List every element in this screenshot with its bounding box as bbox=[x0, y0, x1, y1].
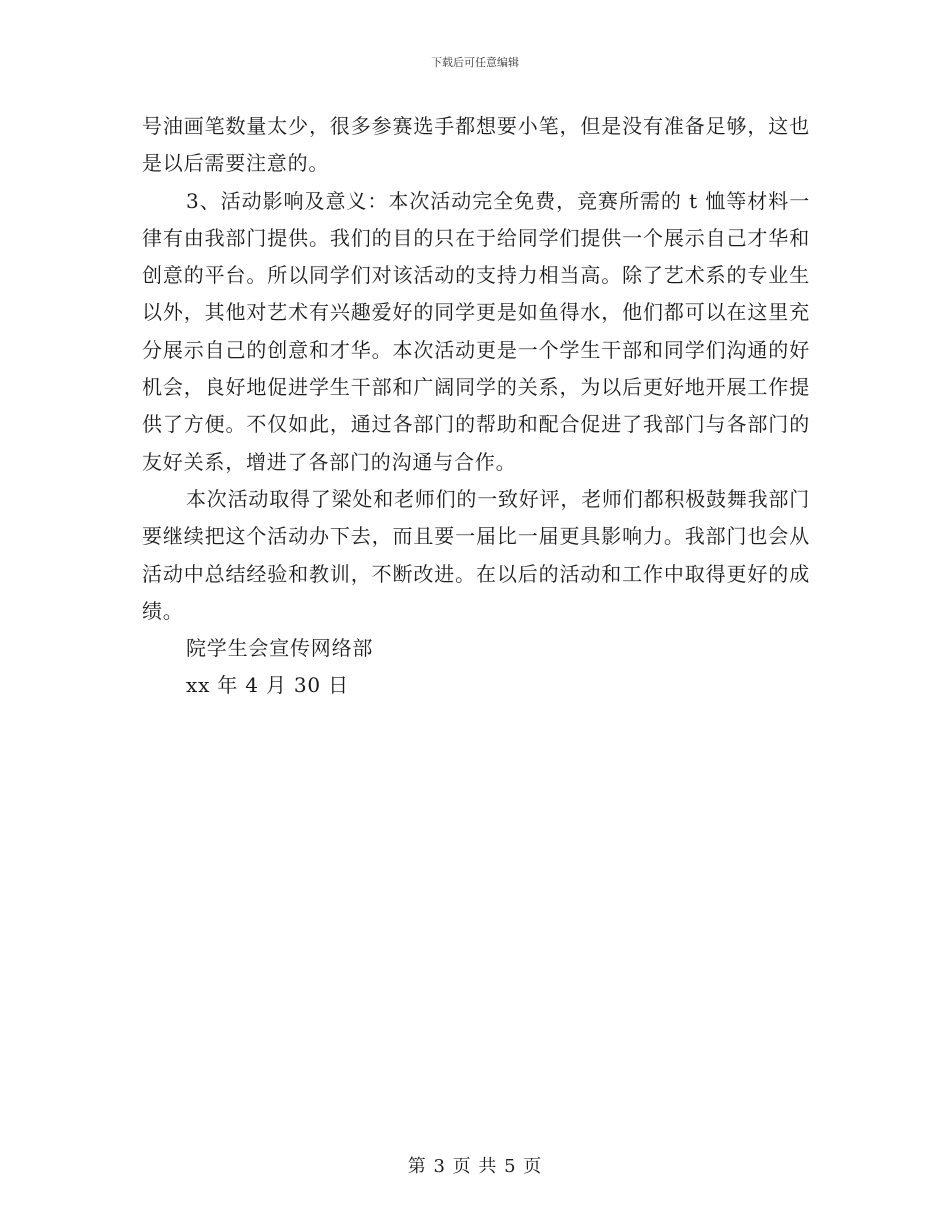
signature-date: xx 年 4 月 30 日 bbox=[186, 673, 349, 698]
paragraph-activity-impact: 3、活动影响及意义：本次活动完全免费，竞赛所需的 t 恤等材料一律有由我部门提供。我们的目的只在于给同学们提供一个展示自己才华和创意的平台。所以同学们对该活动的支持力相当高。除了艺术系的专业生以外，其他对艺术有兴趣爱好的同学更是如鱼得水，他们都可以在这里充分展示自己的创意和才华。本次活动更是一个学生干部和同学们沟通的好机会，良好地促进学生干部和广阔同学的关系，为以后更好地开展工作提供了方便。不仅如此，通过各部门的帮助和配合促进了我部门与各部门的友好关系，增进了各部门的沟通与合作。 bbox=[142, 188, 810, 474]
document-body bbox=[142, 108, 810, 705]
paragraph-continuation: 号油画笔数量太少，很多参赛选手都想要小笔，但是没有准备足够，这也是以后需要注意的。 bbox=[142, 114, 810, 176]
page-header: 下载后可任意编辑 bbox=[431, 56, 519, 69]
signature-department: 院学生会宣传网络部 bbox=[186, 636, 374, 661]
paragraph-evaluation: 本次活动取得了梁处和老师们的一致好评，老师们都积极鼓舞我部门要继续把这个活动办下去，而且要一届比一届更具影响力。我部门也会从活动中总结经验和教训，不断改进。在以后的活动和工作中取得更好的成绩。 bbox=[142, 486, 810, 623]
page-number-footer: 第 3 页 共 5 页 bbox=[407, 1156, 543, 1177]
